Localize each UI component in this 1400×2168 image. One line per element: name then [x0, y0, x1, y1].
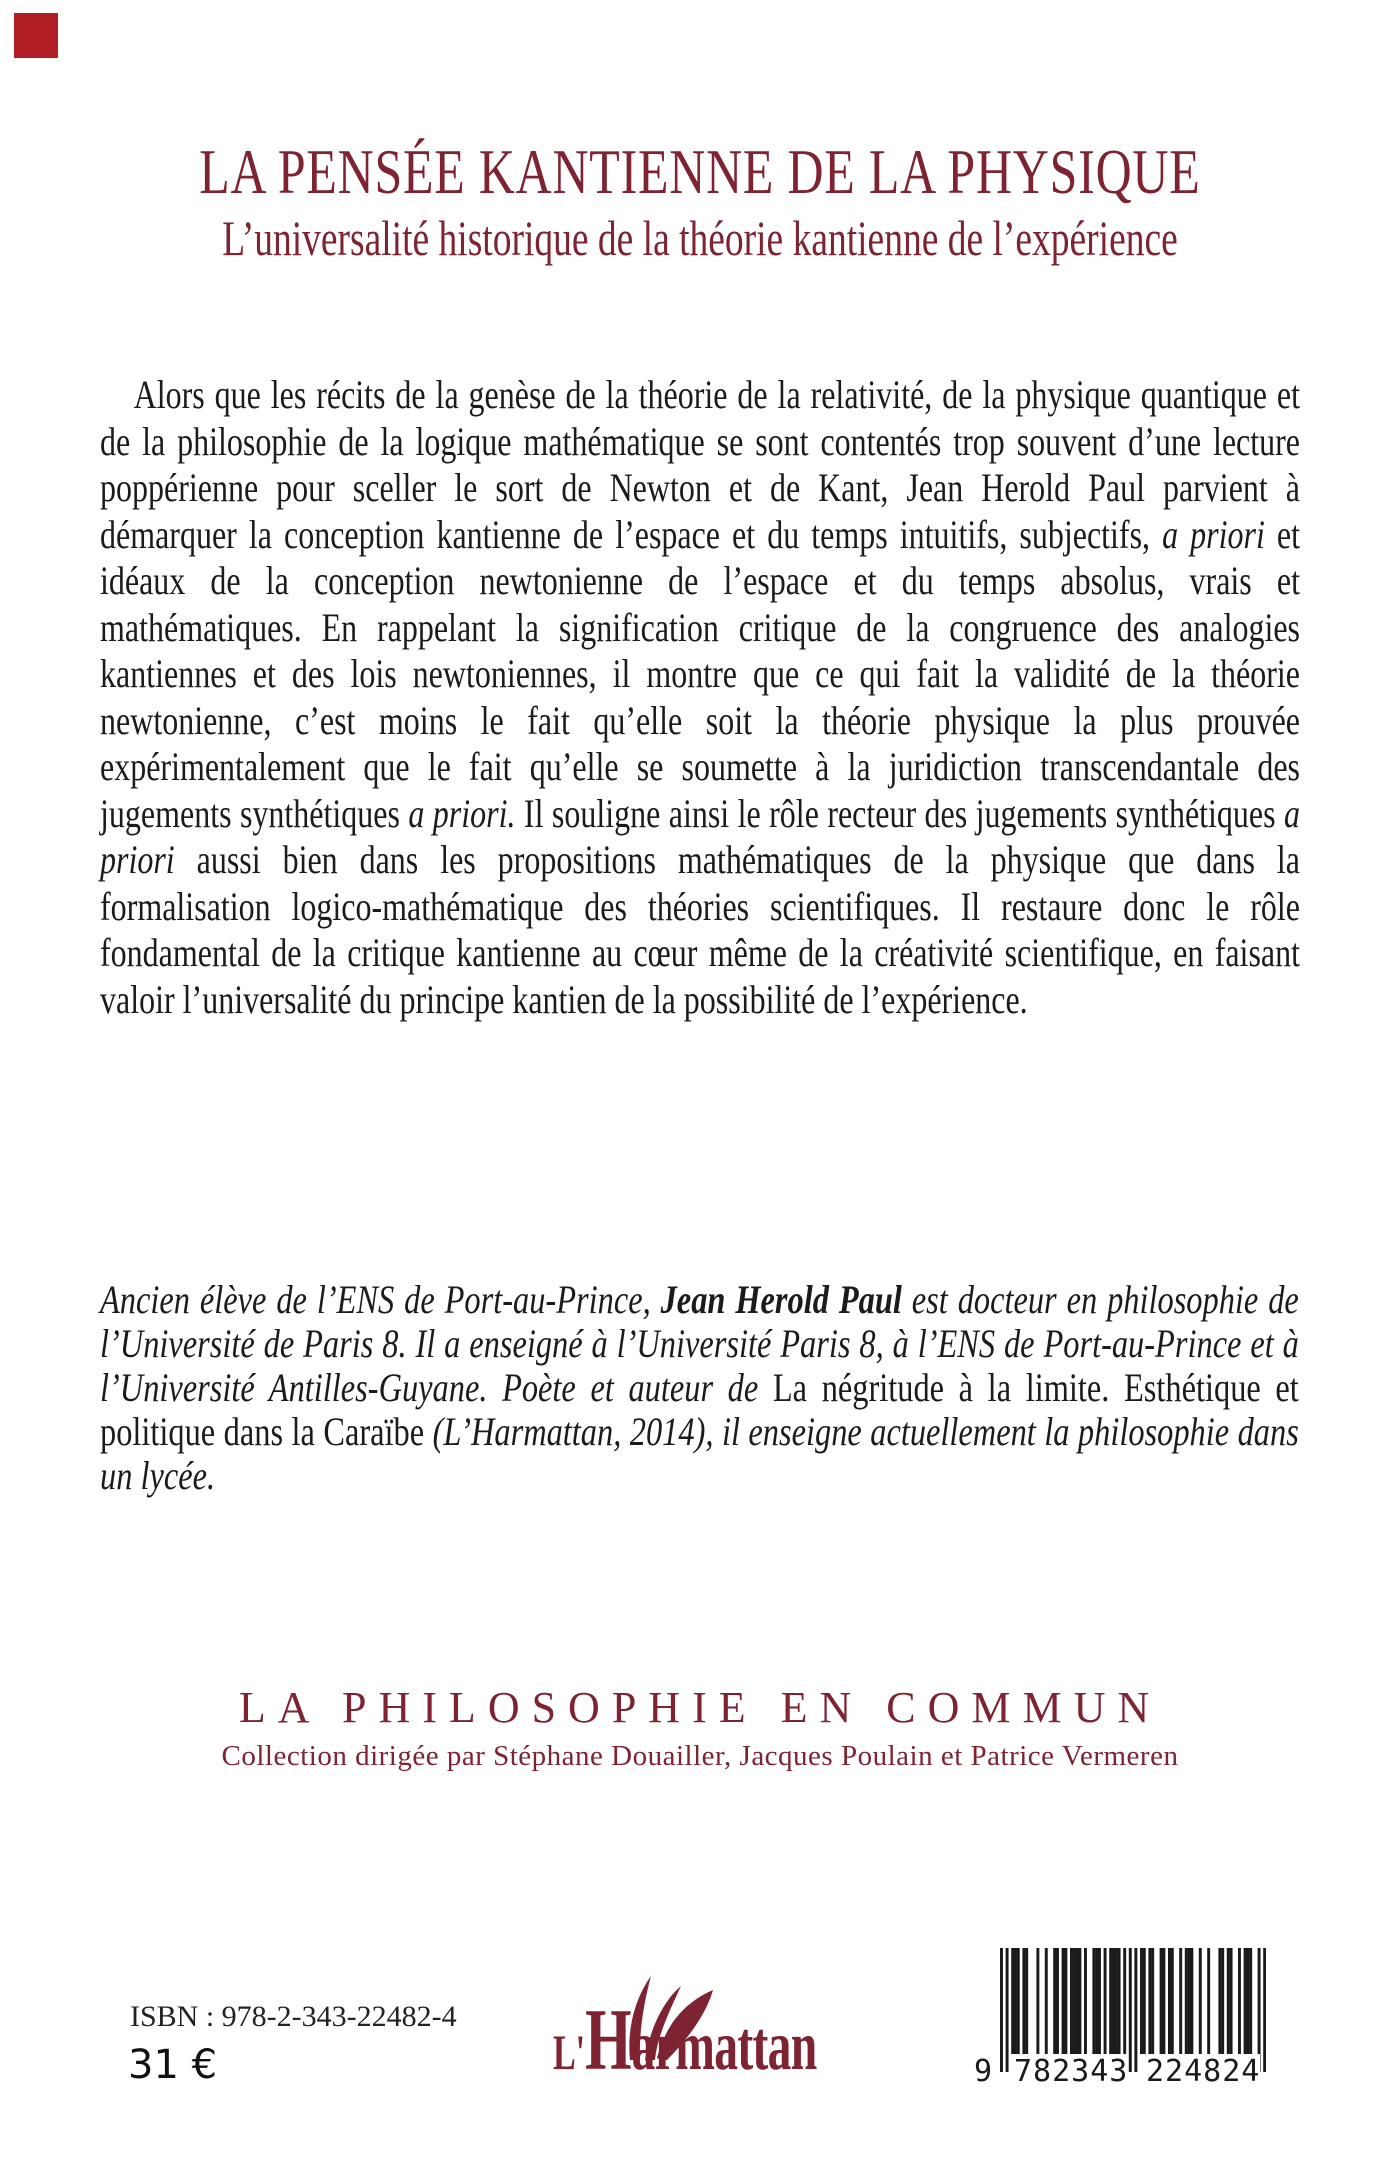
book-subtitle	[0, 210, 1400, 266]
barcode	[974, 1948, 1266, 2089]
synopsis-paragraph: Alors que les récits de la genèse de la théorie de la relativité, de la physique quantique et de la philosophie de la logique mathématique se sont contentés trop souvent d’une lecture poppérienne pour sceller le sort de Newton et de Kant, Jean Herold Paul parvient à démarquer la conception kantienne de l’espace et du temps intuitifs, subjectifs, a priori et idéaux de la conception newtonienne de l’espace et du temps absolus, vrais et mathématiques. En rappelant la signification critique de la congruence des analogies kantiennes et des lois newtoniennes, il montre que ce qui fait la validité de la théorie newtonienne, c’est moins le fait qu’elle soit la théorie physique la plus prouvée expérimentalement que le fait qu’elle se soumette à la juridiction transcendantale des jugements synthétiques a priori. Il souligne ainsi le rôle recteur des jugements synthétiques a priori aussi bien dans les propositions mathématiques de la physique que dans la formalisation logico-mathématique des théories scientifiques. Il restaure donc le rôle fondamental de la critique kantienne au cœur même de la créativité scientifique, en faisant valoir l’universalité du principe kantien de la possibilité de l’expérience.	[100, 372, 1301, 1022]
wordmark-h: H	[585, 1992, 632, 2089]
isbn-text: ISBN : 978-2-343-22482-4	[130, 2000, 457, 2033]
corner-mark	[14, 13, 58, 58]
book-subtitle-text: L’universalité historique de la théorie kantienne de l’expérience	[222, 210, 1178, 266]
wordmark-l-apostrophe: L'	[553, 2024, 586, 2080]
publisher-logo	[553, 1992, 941, 2089]
barcode-digit-group: 9	[974, 2054, 994, 2089]
collection-title: LA PHILOSOPHIE EN COMMUN	[238, 1683, 1162, 1732]
book-title	[0, 138, 1400, 206]
publisher-wordmark	[553, 1992, 817, 2095]
barcode-digit-group: 782343	[1014, 2054, 1129, 2089]
collection-directors: Collection dirigée par Stéphane Douailler, Jacques Poulain et Patrice Vermeren	[221, 1740, 1179, 1772]
book-title-text: LA PENSÉE KANTIENNE DE LA PHYSIQUE	[199, 136, 1201, 207]
wordmark-rest: armattan	[631, 2008, 817, 2085]
price-text: 31 €	[128, 2042, 218, 2088]
barcode-digit-group: 224824	[1146, 2054, 1261, 2089]
author-bio-paragraph: Ancien élève de l’ENS de Port-au-Prince, Jean Herold Paul est docteur en philosophie de l’Université de Paris 8. Il a enseigné à l’Université Paris 8, à l’ENS de Port-au-Prince et à l’Université Antilles-Guyane. Poète et auteur de La négritude à la limite. Esthétique et politique dans la Caraïbe (L’Harmattan, 2014), il enseigne actuellement la philosophie dans un lycée.	[100, 1277, 1299, 1498]
